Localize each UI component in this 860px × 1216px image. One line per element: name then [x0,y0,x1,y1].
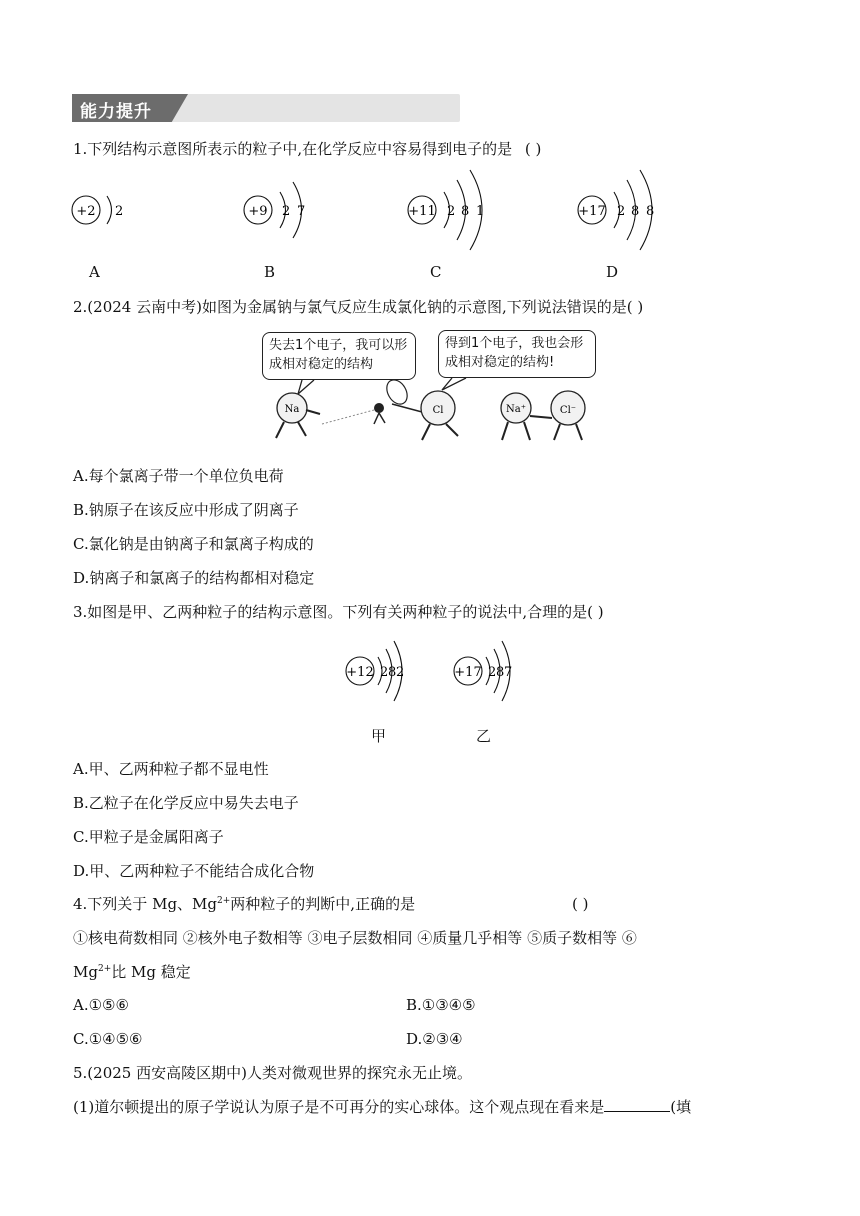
q4-stem [73,894,415,914]
butterfly-net-icon [383,376,422,412]
q3-option-c[interactable]: C.甲粒子是金属阳离子 [73,828,224,846]
q2-option-a[interactable]: A.每个氯离子带一个单位负电荷 [73,467,284,485]
q4-items-line2 [73,962,191,982]
q4-items-line2-a: Mg [73,963,98,981]
q1-atom-d [578,170,654,250]
q1-b-nucleus: +9 [248,204,268,219]
q5-sub1-blank[interactable] [604,1097,670,1112]
q4-stem-part-b: 两种粒子的判断中,正确的是 [230,895,416,913]
cl-ion-label: Cl⁻ [559,405,577,416]
cl-atom-label: Cl [432,405,444,416]
q5-stem: 5.(2025 西安高陵区期中)人类对微观世界的探究永无止境。 [73,1064,472,1082]
q1-d-nucleus: +17 [578,204,606,219]
q2-option-d[interactable]: D.钠离子和氯离子的结构都相对稳定 [73,569,315,587]
q4-stem-sup: 2+ [217,896,231,906]
q3-option-d[interactable]: D.甲、乙两种粒子不能结合成化合物 [73,862,315,880]
q4-option-c[interactable]: C.①④⑤⑥ [73,1030,143,1048]
q1-b-shell-2: 7 [297,204,306,219]
q1-d-shell-3: 8 [646,204,655,219]
q5-sub1 [73,1097,691,1117]
q3-particle-jia [346,641,404,701]
q3-particle-yi [454,641,512,701]
na-atom-label: Na [284,404,300,415]
q3-jia-shell-3: 2 [396,665,405,680]
q1-d-shell-2: 8 [631,204,640,219]
electron-character [374,403,385,424]
cl-ion-character [551,391,585,440]
q1-b-shell-1: 2 [282,204,291,219]
q3-diagrams [330,635,530,707]
q1-c-shell-1: 2 [447,204,456,219]
q1-option-b-label[interactable]: B [264,263,276,281]
q3-label-yi: 乙 [476,727,492,745]
q2-cartoon-svg [262,330,602,448]
q1-diagrams [0,160,860,260]
q1-stem [73,139,541,159]
na-ion-label: Na⁺ [506,404,526,415]
speech-bubble-na: 失去1个电子，我可以形成相对稳定的结构 [262,332,416,380]
q1-option-c-label[interactable]: C [430,263,442,281]
cl-atom-character [421,391,458,440]
q3-jia-shell-1: 2 [380,665,389,680]
q3-yi-nucleus: +17 [454,665,482,680]
q5-sub1-tail: (填 [670,1098,692,1116]
q3-option-a[interactable]: A.甲、乙两种粒子都不显电性 [73,760,269,778]
q4-answer-paren[interactable]: ( ) [572,895,589,913]
q1-atom-a [72,196,123,224]
q4-option-a[interactable]: A.①⑤⑥ [73,996,129,1014]
q1-a-shell-1: 2 [115,204,124,219]
q3-yi-shell-2: 8 [496,665,505,680]
q1-stem-text: 1.下列结构示意图所表示的粒子中,在化学反应中容易得到电子的是 [73,140,513,158]
q2-option-b[interactable]: B.钠原子在该反应中形成了阴离子 [73,501,299,519]
q3-label-jia: 甲 [371,727,387,745]
q3-jia-nucleus: +12 [346,665,374,680]
q4-option-b[interactable]: B.①③④⑤ [406,996,476,1014]
q1-c-nucleus: +11 [408,204,436,219]
q1-atom-c [408,170,484,250]
q4-stem-part-a: 4.下列关于 Mg、Mg [73,895,218,913]
q1-c-shell-3: 1 [476,204,485,219]
q1-d-shell-1: 2 [617,204,626,219]
q1-option-a-label[interactable]: A [89,263,100,281]
q1-option-d-label[interactable]: D [606,263,619,281]
q3-jia-shell-2: 8 [388,665,397,680]
q1-atom-b [244,182,305,238]
q2-stem: 2.(2024 云南中考)如图为金属钠与氯气反应生成氯化钠的示意图,下列说法错误的是( ) [73,298,644,316]
q1-a-nucleus: +2 [76,204,96,219]
q4-option-d[interactable]: D.②③④ [406,1030,463,1048]
q1-c-shell-2: 8 [461,204,470,219]
q2-illustration [262,330,602,448]
q3-stem: 3.如图是甲、乙两种粒子的结构示意图。下列有关两种粒子的说法中,合理的是( ) [73,603,604,621]
q3-yi-shell-1: 2 [488,665,497,680]
speech-bubble-cl: 得到1个电子，我也会形成相对稳定的结构! [438,330,596,378]
q4-items-line1: ①核电荷数相同 ②核外电子数相等 ③电子层数相同 ④质量几乎相等 ⑤质子数相等 ⑥ [73,929,637,947]
q5-sub1-text: (1)道尔顿提出的原子学说认为原子是不可再分的实心球体。这个观点现在看来是 [73,1098,605,1116]
na-atom-character [276,393,320,438]
section-title: 能力提升 [80,102,152,122]
q3-yi-shell-3: 7 [504,665,513,680]
q2-option-c[interactable]: C.氯化钠是由钠离子和氯离子构成的 [73,535,314,553]
q3-option-b[interactable]: B.乙粒子在化学反应中易失去电子 [73,794,299,812]
q4-items-line2-sup: 2+ [97,964,112,974]
q4-items-line2-b: 比 Mg 稳定 [111,963,191,981]
na-ion-character [501,393,531,440]
q1-answer-paren[interactable]: ( ) [524,140,542,158]
